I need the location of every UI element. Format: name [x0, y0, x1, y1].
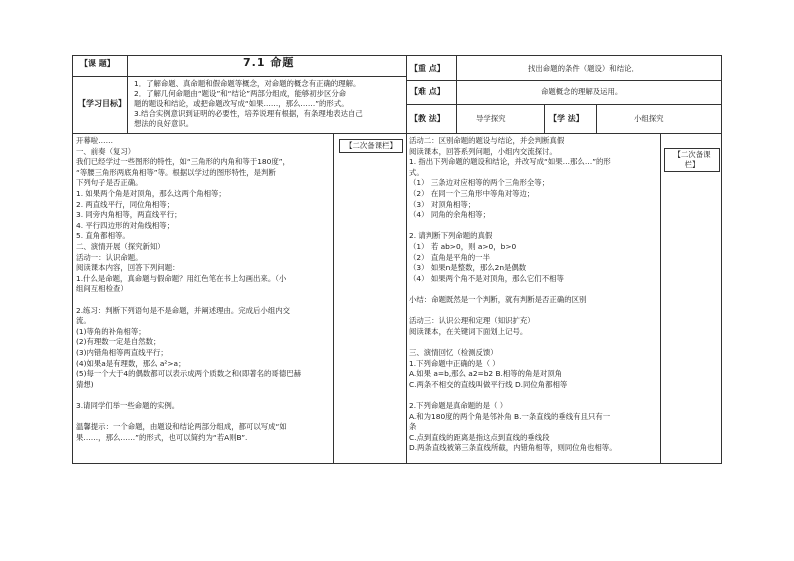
right-line: A.和为180度的两个角是邻补角 B.一条直线的垂线有且只有一	[409, 411, 611, 421]
focus-value: 找出命题的条件（题设）和结论．	[528, 64, 639, 73]
goal-line: 想法的良好意识。	[134, 119, 194, 128]
method-label: 【教 法】	[410, 114, 445, 123]
left-line: (1)等角的补角相等；	[76, 326, 146, 336]
left-line: 开幕啦……	[76, 136, 113, 145]
header-row1-bottom-right	[406, 80, 722, 81]
goal-line: 1．了解命题、真命题和假命题等概念，对命题的概念有正确的理解。	[134, 79, 361, 88]
right-line: （4） 同角的余角相等；	[409, 210, 490, 220]
right-line: （1） 三条边对应相等的两个三角形全等；	[409, 178, 550, 188]
right-line: 式。	[409, 167, 424, 177]
difficulty-value: 命题概念的理解及运用。	[541, 87, 623, 96]
left-line: 活动一：认识命题。	[76, 252, 143, 262]
header-row2-bottom-right	[406, 104, 722, 105]
right-line: （4） 如果两个角不是对顶角，那么它们不相等	[409, 273, 564, 283]
left-line: (3)内错角相等两直线平行；	[76, 348, 168, 357]
left-backup-divider	[333, 133, 334, 464]
goals-label: 【学习目标】	[78, 99, 126, 108]
focus-label: 【重 点】	[410, 64, 445, 73]
right-line: （3） 如果n是整数，那么2n是偶数	[409, 263, 527, 273]
right-line: （3） 对顶角相等；	[409, 199, 476, 209]
right-line: 阅读课本，回答系列问题，小组内交流探讨。	[409, 146, 557, 156]
right-line: 条	[409, 422, 417, 432]
left-line: (4)如果a是有理数，那么 a²>a；	[76, 358, 186, 368]
goal-line: 题的题设和结论，或把命题改写成“如果……，那么……”的形式。	[134, 99, 349, 108]
left-line: 下列句子是否正确。	[76, 178, 143, 188]
left-line: 温馨提示：一个命题，由题设和结论两部分组成，都可以写成“如	[76, 422, 287, 432]
difficulty-label: 【难 点】	[410, 87, 445, 96]
left-line: 我们已经学过一些图形的特性，如“三角形的内角和等于180度”，	[76, 157, 290, 167]
right-line: （2） 在同一个三角形中等角对等边；	[409, 189, 535, 198]
left-line: 3. 同旁内角相等，两直线平行；	[76, 210, 182, 220]
right-line: A.如果 a=b,那么 a2=b2 B.相等的角是对顶角	[409, 369, 563, 379]
right-line: 活动二：区别命题的题设与结论，并会判断真假	[409, 136, 565, 145]
method-divider-a	[544, 104, 545, 134]
header-row1-bottom-left	[72, 76, 406, 77]
goal-line: 3.结合实例意识到证明的必要性，培养说理有根据，有条理地表达自己	[134, 109, 363, 118]
left-line: 1. 如果两个角是对顶角，那么这两个角相等；	[76, 189, 226, 198]
left-backup-label: 【二次备课栏】	[339, 139, 403, 153]
right-line: 1.下列命题中正确的是（ ）	[409, 358, 500, 368]
right-line: 1. 指出下列命题的题设和结论，并改写成“如果…那么…”的形	[409, 157, 611, 167]
right-line: C.点到直线的距离是指这点到直线的垂线段	[409, 432, 550, 442]
right-backup-label: 【二次备课栏】	[664, 148, 720, 172]
right-line: 小结：命题既然是一个判断，就有判断是否正确的区别	[409, 295, 587, 304]
goal-line: 2．了解几何命题由“题设”和“结论”两部分组成，能够初步区分命	[134, 89, 347, 98]
left-line: 4. 平行四边形的对角线相等；	[76, 220, 175, 230]
right-backup-divider	[660, 133, 661, 464]
right-line: 2. 请判断下列命题的真假	[409, 231, 493, 241]
center-divider	[406, 55, 407, 464]
left-line: 一、前奏（复习）	[76, 146, 136, 156]
left-line: 5. 直角都相等。	[76, 231, 130, 241]
left-line: 二、演情开展（探究新知）	[76, 242, 165, 251]
right-line: 三、演情回忆（检测反馈）	[409, 348, 498, 357]
table-right-border	[721, 55, 722, 464]
left-line: 1.什么是命题，真命题与假命题？用红色笔在书上勾画出来。（小	[76, 273, 287, 283]
method-divider-b	[596, 104, 597, 134]
right-line: 2.下列命题是真命题的是（ ）	[409, 401, 508, 410]
right-line: 活动三：认识公理和定理（知识扩充）	[409, 316, 535, 326]
left-line: 果……，那么……”的形式，也可以简约为“若A则B”.	[76, 432, 248, 442]
left-line: 2. 两直线平行，同位角相等；	[76, 199, 175, 209]
study-value: 小组探究	[634, 114, 664, 123]
label-col-divider-right	[456, 55, 457, 134]
header-bottom-border	[72, 133, 722, 134]
left-line: (2)有理数一定是自然数；	[76, 337, 161, 347]
table-bottom-border	[72, 463, 722, 464]
right-line: （2） 直角是平角的一半	[409, 252, 490, 262]
table-top-border	[72, 55, 722, 56]
right-line: 阅读课本，在关键词下面划上记号。	[409, 326, 528, 336]
study-label: 【学 法】	[549, 114, 584, 123]
method-value: 导学探究	[476, 114, 506, 123]
left-line: 流。	[76, 316, 91, 326]
right-line: （1） 若 ab>0，则 a>0，b>0	[409, 242, 517, 251]
left-line: 猜想)	[76, 379, 94, 389]
left-line: 组间互相检查）	[76, 284, 128, 294]
right-line: C.两条不相交的直线叫做平行线 D.同位角都相等	[409, 379, 568, 389]
left-line: “等腰三角形两底角相等”等。根据以学过的图形特性，是判断	[76, 167, 276, 177]
left-line: 阅读课本内容，回答下列问题：	[76, 263, 180, 273]
topic-value: 7.1 命题	[243, 56, 295, 69]
left-line: (5)每一个大于4的偶数都可以表示成两个质数之和(即著名的哥德巴赫	[76, 369, 301, 379]
left-line: 2.练习：判断下列语句是不是命题，并阐述理由。完成后小组内交	[76, 305, 290, 315]
table-left-border	[72, 55, 73, 464]
right-line: D.两条直线被第三条直线所截，内错角相等，则同位角也相等。	[409, 443, 617, 453]
topic-label: 【课 题】	[80, 59, 115, 68]
left-line: 3.请同学们举一些命题的实例。	[76, 401, 180, 410]
label-col-divider-left	[127, 55, 128, 134]
